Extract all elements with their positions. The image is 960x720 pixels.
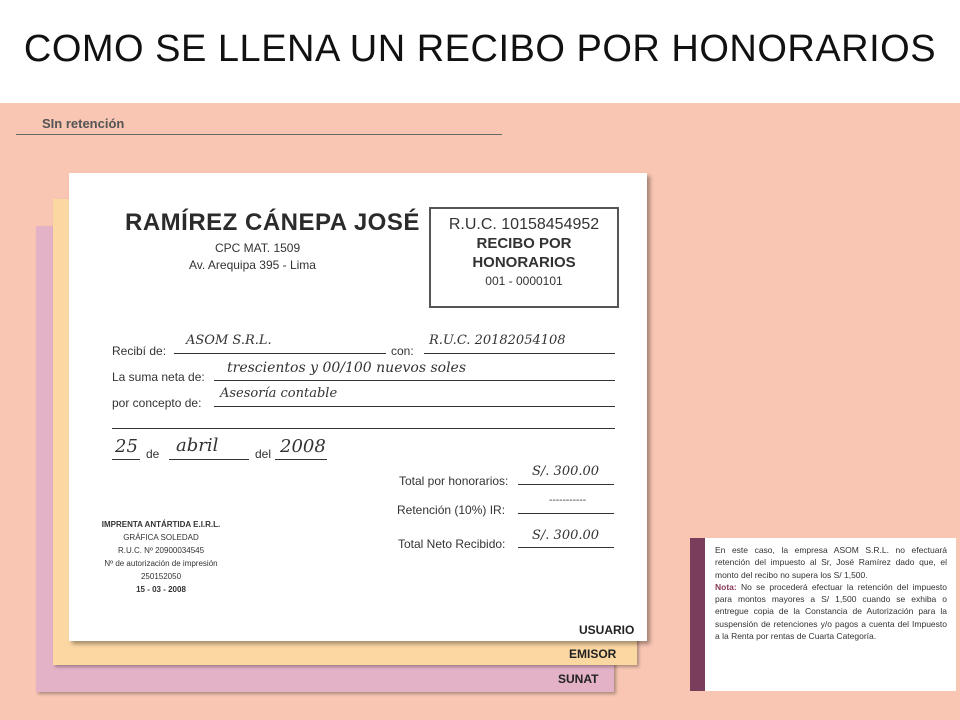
concepto-line (214, 406, 615, 407)
recibi-line (174, 353, 386, 354)
con-line (424, 353, 615, 354)
honorarios-line (518, 484, 614, 485)
suma-line (214, 380, 615, 381)
date-del-label: del (255, 447, 272, 461)
date-year: 2008 (280, 436, 326, 457)
retencion-value: ----------- (549, 495, 587, 506)
note-box (690, 538, 956, 691)
printer-ruc: R.U.C. Nº 20900034545 (117, 546, 205, 555)
date-month-line (169, 459, 249, 460)
recibi-label: Recibí de: (112, 344, 167, 358)
doc-title-line2: HONORARIOS (472, 254, 576, 271)
issuer-address: Av. Arequipa 395 - Lima (189, 258, 316, 272)
doc-title-line1: RECIBO POR (476, 235, 572, 252)
note-accent-bar (690, 538, 705, 691)
con-label: con: (391, 344, 414, 358)
printer-name: IMPRENTA ANTÁRTIDA E.I.R.L. (101, 520, 221, 529)
concepto-label: por concepto de: (112, 396, 202, 410)
honorarios-label: Total por honorarios: (399, 474, 509, 488)
retencion-label: Retención (10%) IR: (397, 503, 506, 517)
neto-label: Total Neto Recibido: (398, 537, 506, 551)
note-paragraph-2: No se procederá efectuar la retención del impuesto para montos mayores a S/ 1,500 cuando se exhiba o entregue copia de la Constancia de Autorización para la suspensión de retenciones y/o pagos a cuenta del Impuesto a la Renta por rentas de Cuarta Categoría. (715, 581, 947, 642)
ruc-box (429, 207, 619, 308)
printer-info (91, 518, 231, 596)
section-label: SIn retención (42, 116, 125, 131)
slide-title: COMO SE LLENA UN RECIBO POR HONORARIOS (23, 28, 937, 70)
issuer-cpc: CPC MAT. 1509 (215, 241, 301, 255)
retencion-line (518, 513, 614, 514)
printer-date: 15 - 03 - 2008 (136, 585, 186, 594)
copy-label-sunat: SUNAT (558, 672, 599, 686)
date-day: 25 (115, 436, 138, 457)
note-text (715, 544, 947, 642)
section-divider (16, 134, 502, 135)
copy-label-usuario: USUARIO (579, 623, 635, 637)
note-nota-label: Nota: (715, 581, 737, 592)
concepto-value: Asesoría contable (220, 386, 338, 401)
concepto-line-2 (112, 428, 615, 429)
date-day-line (112, 459, 140, 460)
note-paragraph-1: En este caso, la empresa ASOM S.R.L. no efectuará retención del impuesto al Sr, José Ramírez dado que, el monto del recibo no supera los S/ 1,500. (715, 545, 947, 580)
suma-value: trescientos y 00/100 nuevos soles (227, 360, 467, 376)
printer-auth-label: Nº de autorización de impresión (104, 559, 218, 568)
date-de-label: de (146, 447, 160, 461)
issuer-name: RAMÍREZ CÁNEPA JOSÉ (125, 209, 420, 236)
neto-value: S/. 300.00 (532, 528, 600, 543)
honorarios-value: S/. 300.00 (532, 464, 600, 479)
doc-number: 001 - 0000101 (485, 274, 563, 288)
date-month: abril (176, 435, 219, 456)
copy-label-emisor: EMISOR (569, 647, 617, 661)
printer-auth-number: 250152050 (140, 572, 182, 581)
suma-label: La suma neta de: (112, 370, 205, 384)
date-year-line (275, 459, 327, 460)
neto-line (518, 547, 614, 548)
ruc-number: R.U.C. 10158454952 (448, 216, 600, 233)
printer-line2: GRÁFICA SOLEDAD (123, 533, 199, 542)
con-value: R.U.C. 20182054108 (429, 333, 566, 348)
receipt-copy-usuario (69, 173, 647, 641)
recibi-value: ASOM S.R.L. (186, 333, 272, 348)
